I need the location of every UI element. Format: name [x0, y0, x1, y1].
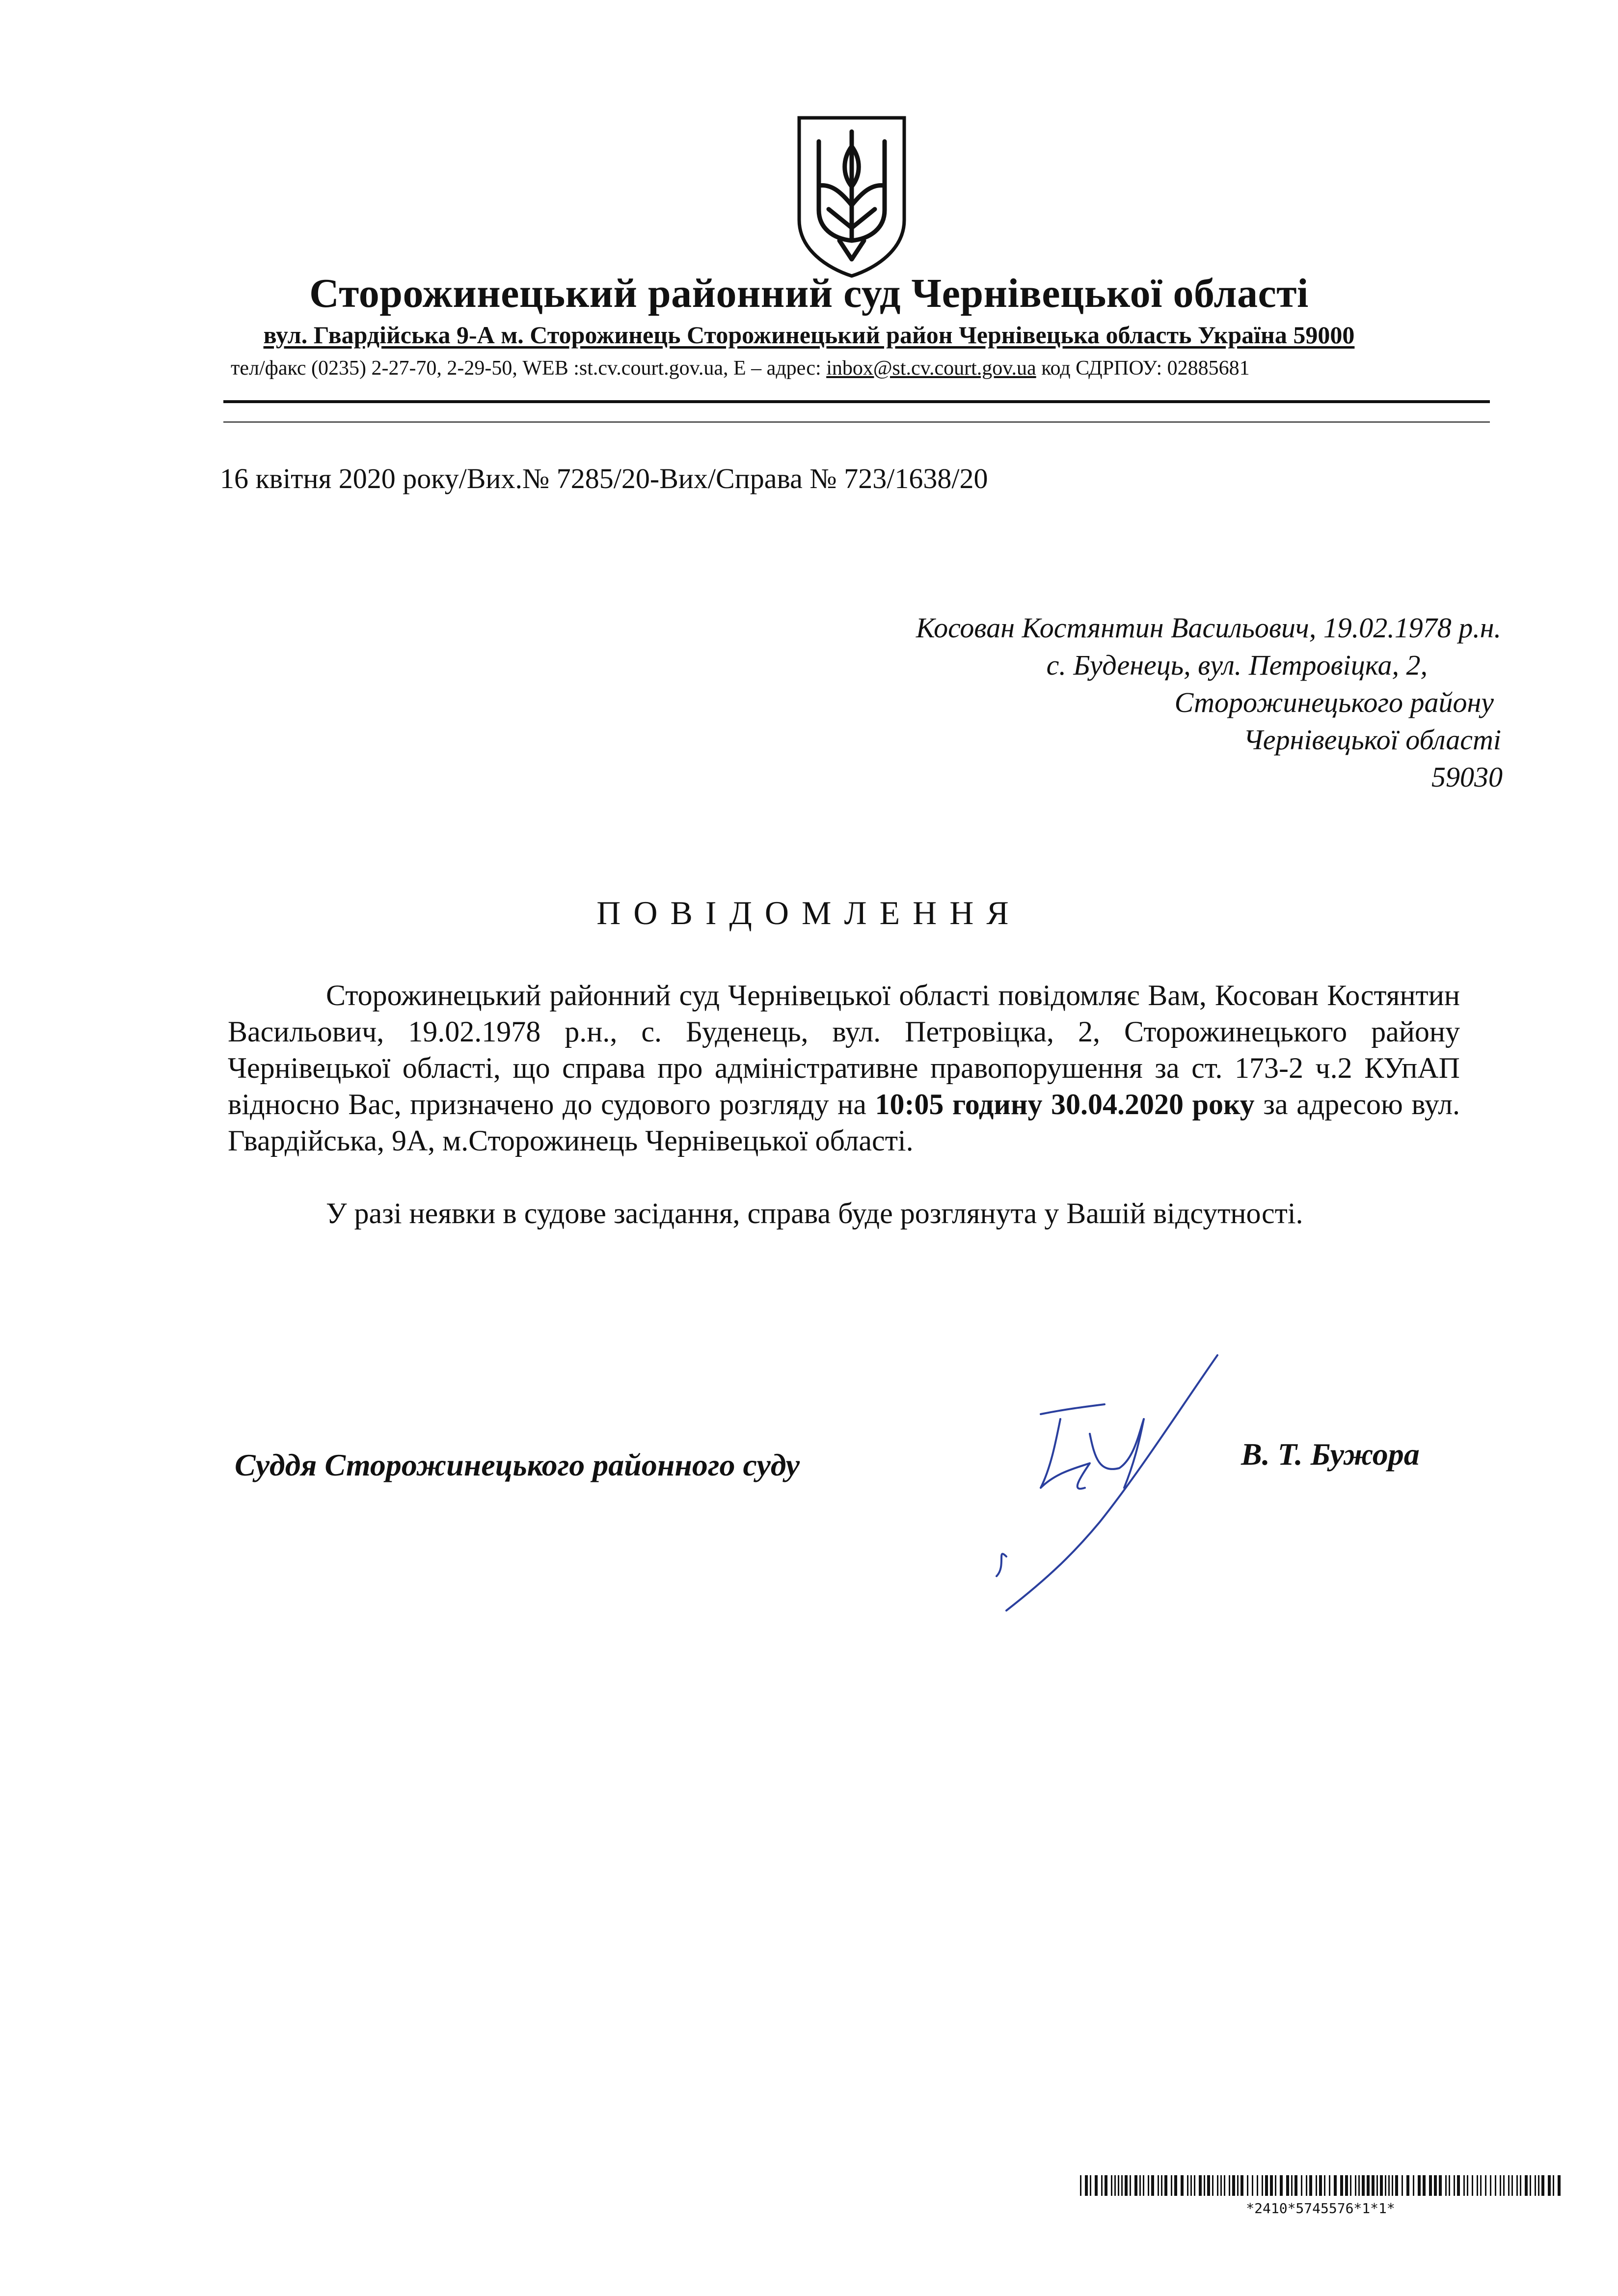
barcode-text: *2410*5745576*1*1*	[1246, 2200, 1395, 2216]
barcode-bar	[1553, 2175, 1554, 2196]
barcode-bar	[1329, 2175, 1330, 2196]
barcode-bar	[1240, 2175, 1243, 2196]
barcode-bar	[1171, 2175, 1172, 2196]
barcode	[1080, 2175, 1561, 2196]
barcode-bar	[1355, 2175, 1356, 2196]
barcode-bar	[1548, 2175, 1551, 2196]
barcode-bar	[1334, 2175, 1337, 2196]
barcode-bar	[1101, 2175, 1103, 2196]
barcode-bar	[1457, 2175, 1460, 2196]
barcode-bar	[1217, 2175, 1218, 2196]
barcode-bar	[1309, 2175, 1312, 2196]
barcode-bar	[1080, 2175, 1081, 2196]
barcode-bar	[1558, 2175, 1561, 2196]
barcode-bar	[1090, 2175, 1091, 2196]
barcode-bar	[1224, 2175, 1225, 2196]
barcode-bar	[1125, 2175, 1128, 2196]
header-divider-thin	[223, 421, 1490, 423]
barcode-bar	[1204, 2175, 1205, 2196]
addressee-street: с. Буденець, вул. Петровіцка, 2,	[1046, 649, 1428, 681]
contacts-suffix: код СДРПОУ: 02885681	[1036, 357, 1250, 380]
barcode-bar	[1423, 2175, 1426, 2196]
barcode-bar	[1340, 2175, 1343, 2196]
addressee-region: Чернівецької області	[1243, 724, 1501, 756]
contacts-prefix: тел/факс (0235) 2-27-70, 2-29-50, WEB :st.cv.court.gov.ua, E – адрес:	[231, 357, 827, 380]
barcode-bar	[1380, 2175, 1383, 2196]
barcode-bar	[1319, 2175, 1322, 2196]
barcode-bar	[1143, 2175, 1144, 2196]
document-title: ПОВІДОМЛЕННЯ	[596, 894, 1022, 931]
barcode-bar	[1345, 2175, 1348, 2196]
barcode-bar	[1538, 2175, 1539, 2196]
barcode-bar	[1392, 2175, 1393, 2196]
barcode-bar	[1174, 2175, 1177, 2196]
barcode-bar	[1280, 2175, 1283, 2196]
barcode-bar	[1252, 2175, 1253, 2196]
barcode-bar	[1362, 2175, 1365, 2196]
barcode-bar	[1151, 2175, 1154, 2196]
barcode-bar	[1511, 2175, 1513, 2196]
barcode-bar	[1490, 2175, 1491, 2196]
barcode-bar	[1429, 2175, 1432, 2196]
hearing-text-start: Сторожинецький районний суд Чернівецької області повідомляє Вам, Косован Костянтин Васильович, 19.02.1978 р.н., с. Буденець, вул. Петровіцка, 2, Сторожинецького району Чернівецької області, що справа про адміністративне правопорушення за ст. 173-2 ч.2 КУпАП відносно Вас, призначено до судового розгляду на	[228, 979, 1460, 1121]
notice-body	[228, 977, 1460, 1231]
barcode-bar	[1270, 2175, 1273, 2196]
barcode-bar	[1190, 2175, 1192, 2196]
barcode-bar	[1350, 2175, 1351, 2196]
barcode-bar	[1118, 2175, 1119, 2196]
barcode-bar	[1148, 2175, 1149, 2196]
barcode-bar	[1385, 2175, 1386, 2196]
barcode-bar	[1541, 2175, 1544, 2196]
barcode-bar	[1139, 2175, 1141, 2196]
hearing-text-end: за адресою вул. Гвардійська, 9А, м.Сторожинець Чернівецької області.	[228, 1088, 1460, 1157]
judge-position: Суддя Сторожинецького районного суду	[235, 1448, 800, 1482]
barcode-bar	[1247, 2175, 1248, 2196]
handwritten-signature	[977, 1345, 1242, 1620]
barcode-bar	[1495, 2175, 1496, 2196]
barcode-bar	[1161, 2175, 1162, 2196]
barcode-bar	[1485, 2175, 1486, 2196]
barcode-bar	[1520, 2175, 1521, 2196]
barcode-bar	[1402, 2175, 1403, 2196]
barcode-bar	[1467, 2175, 1468, 2196]
barcode-bar	[1395, 2175, 1398, 2196]
court-email-link[interactable]: inbox@st.cv.court.gov.ua	[826, 357, 1036, 380]
barcode-bar	[1114, 2175, 1116, 2196]
barcode-bar	[1445, 2175, 1447, 2196]
barcode-bar	[1358, 2175, 1360, 2196]
barcode-bar	[1095, 2175, 1098, 2196]
barcode-bar	[1324, 2175, 1325, 2196]
barcode-bar	[1406, 2175, 1409, 2196]
barcode-bar	[1187, 2175, 1188, 2196]
barcode-bar	[1535, 2175, 1536, 2196]
addressee-postcode: 59030	[1431, 761, 1503, 793]
court-contacts	[231, 355, 1487, 382]
header-divider-thick	[223, 400, 1490, 403]
barcode-bar	[1207, 2175, 1210, 2196]
barcode-bar	[1439, 2175, 1442, 2196]
addressee-name: Косован Костянтин Васильович, 19.02.1978 р.н.	[916, 612, 1501, 644]
barcode-bar	[1229, 2175, 1230, 2196]
notice-paragraph-absence: У разі неявки в судове засідання, справа буде розглянута у Вашій відсутності.	[326, 1197, 1303, 1230]
barcode-bar	[1525, 2175, 1528, 2196]
barcode-bar	[1257, 2175, 1258, 2196]
barcode-bar	[1181, 2175, 1184, 2196]
barcode-bar	[1199, 2175, 1202, 2196]
barcode-bar	[1463, 2175, 1465, 2196]
barcode-bar	[1418, 2175, 1421, 2196]
barcode-bar	[1388, 2175, 1390, 2196]
barcode-bar	[1134, 2175, 1137, 2196]
barcode-bar	[1121, 2175, 1123, 2196]
barcode-bar	[1516, 2175, 1518, 2196]
coat-of-arms-emblem	[790, 112, 913, 279]
barcode-bar	[1291, 2175, 1293, 2196]
barcode-bar	[1376, 2175, 1378, 2196]
barcode-bar	[1503, 2175, 1505, 2196]
barcode-bar	[1372, 2175, 1375, 2196]
barcode-bar	[1085, 2175, 1088, 2196]
barcode-bar	[1367, 2175, 1370, 2196]
court-name-heading: Сторожинецький районний суд Чернівецької області	[309, 271, 1309, 316]
barcode-bar	[1530, 2175, 1531, 2196]
barcode-bar	[1480, 2175, 1482, 2196]
barcode-bar	[1105, 2175, 1107, 2196]
barcode-bar	[1294, 2175, 1297, 2196]
barcode-bar	[1454, 2175, 1455, 2196]
barcode-bar	[1301, 2175, 1302, 2196]
barcode-bar	[1472, 2175, 1473, 2196]
barcode-bar	[1500, 2175, 1501, 2196]
barcode-bar	[1158, 2175, 1159, 2196]
barcode-bar	[1306, 2175, 1307, 2196]
hearing-datetime: 10:05 годину 30.04.2020 року	[875, 1088, 1255, 1121]
addressee-district: Сторожинецького району	[1174, 686, 1494, 718]
barcode-bar	[1220, 2175, 1222, 2196]
barcode-bar	[1434, 2175, 1437, 2196]
barcode-bar	[1508, 2175, 1510, 2196]
barcode-bar	[1262, 2175, 1263, 2196]
barcode-bar	[1275, 2175, 1276, 2196]
outgoing-reference-line: 16 квітня 2020 року/Вих.№ 7285/20-Вих/Справа № 723/1638/20	[220, 463, 988, 494]
barcode-bar	[1413, 2175, 1414, 2196]
barcode-bar	[1316, 2175, 1317, 2196]
court-address: вул. Гвардійська 9-А м. Сторожинець Сторожинецький район Чернівецька область Україна 59000	[263, 321, 1355, 349]
barcode-bar	[1237, 2175, 1239, 2196]
barcode-bar	[1194, 2175, 1195, 2196]
barcode-bar	[1286, 2175, 1289, 2196]
notice-paragraph-hearing	[228, 977, 1460, 1159]
judge-name: В. Т. Бужора	[1241, 1437, 1420, 1472]
barcode-bar	[1477, 2175, 1478, 2196]
barcode-bar	[1265, 2175, 1268, 2196]
barcode-bar	[1212, 2175, 1214, 2196]
barcode-bar	[1111, 2175, 1112, 2196]
barcode-bar	[1449, 2175, 1450, 2196]
barcode-bar	[1164, 2175, 1167, 2196]
barcode-bar	[1232, 2175, 1235, 2196]
barcode-bar	[1130, 2175, 1131, 2196]
